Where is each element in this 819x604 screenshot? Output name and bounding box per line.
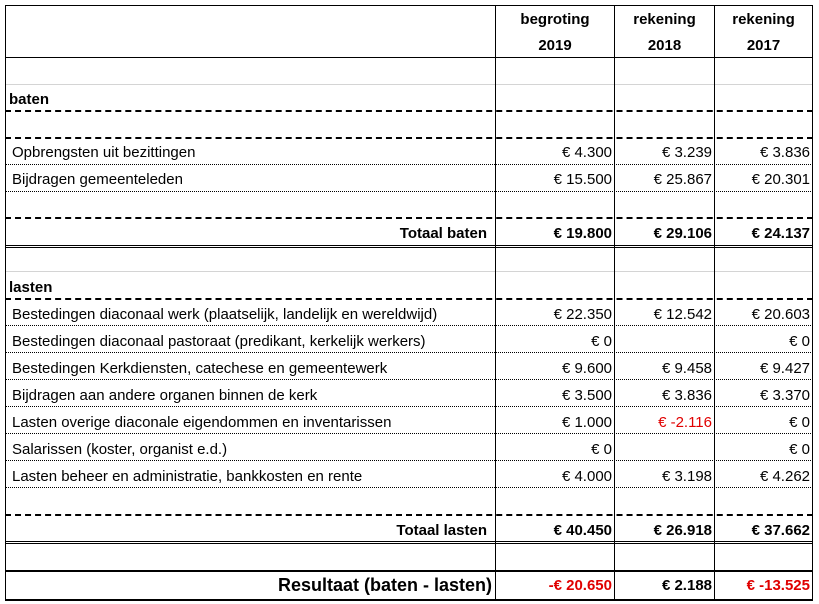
section-heading-baten: baten	[9, 91, 50, 108]
grid-line	[5, 406, 813, 407]
grid-line	[5, 271, 813, 272]
cell-2019: € 0	[591, 333, 612, 350]
grid-line	[5, 514, 813, 516]
grid-line	[5, 460, 813, 461]
header-col-2017-line1: rekening	[732, 11, 795, 28]
cell-2018: € 3.836	[661, 387, 712, 404]
grid-line	[5, 191, 813, 192]
grid-line	[5, 379, 813, 380]
cell-2017: € 20.603	[751, 306, 810, 323]
cell-2019: € 1.000	[561, 414, 612, 431]
cell-2018: € 9.458	[661, 360, 712, 377]
grid-line	[5, 137, 813, 139]
grid-line	[614, 5, 615, 601]
grid-line	[5, 84, 813, 85]
totaal-lasten-2017: € 37.662	[751, 522, 810, 539]
grid-line	[495, 5, 496, 601]
resultaat-label: Resultaat (baten - lasten)	[277, 575, 492, 595]
cell-2019: € 3.500	[561, 387, 612, 404]
resultaat-2017: € -13.525	[746, 577, 810, 594]
grid-line	[5, 487, 813, 488]
totaal-lasten-2019: € 40.450	[553, 522, 612, 539]
row-label: Bijdragen gemeenteleden	[12, 171, 183, 188]
cell-2017: € 3.836	[759, 144, 810, 161]
row-label: Bestedingen Kerkdiensten, catechese en gemeentewerk	[12, 360, 388, 377]
header-col-2018-line1: rekening	[633, 11, 696, 28]
grid-line	[5, 298, 813, 300]
totaal-baten-2019: € 19.800	[553, 225, 612, 242]
cell-2017: € 0	[789, 414, 810, 431]
header-col-2019-line2: 2019	[538, 37, 572, 54]
row-label: Lasten overige diaconale eigendommen en inventarissen	[12, 414, 392, 431]
cell-2018: € 12.542	[653, 306, 712, 323]
header-col-2017-line2: 2017	[746, 37, 781, 54]
cell-2018: € 25.867	[653, 171, 712, 188]
grid-line	[5, 599, 813, 601]
totaal-lasten-2018: € 26.918	[653, 522, 712, 539]
cell-2019: € 15.500	[553, 171, 612, 188]
cell-2018: € 3.198	[661, 468, 712, 485]
cell-2019: € 4.000	[561, 468, 612, 485]
resultaat-2018: € 2.188	[661, 577, 712, 594]
cell-2017: € 0	[789, 333, 810, 350]
totaal-baten-label: Totaal baten	[399, 225, 487, 242]
cell-2019: € 4.300	[561, 144, 612, 161]
grid-line	[5, 245, 813, 248]
cell-2017: € 3.370	[759, 387, 810, 404]
grid-line	[5, 164, 813, 165]
totaal-baten-2018: € 29.106	[653, 225, 712, 242]
grid-line	[5, 570, 813, 572]
grid-line	[5, 352, 813, 353]
header-col-2018-line2: 2018	[647, 37, 682, 54]
grid-line	[5, 217, 813, 219]
cell-2018-negative: € -2.116	[658, 414, 712, 431]
cell-2018: € 3.239	[661, 144, 712, 161]
cell-2019: € 22.350	[553, 306, 612, 323]
grid-line	[812, 5, 813, 601]
cell-2019: € 0	[591, 441, 612, 458]
resultaat-2019: -€ 20.650	[548, 577, 612, 594]
grid-line	[5, 57, 813, 58]
cell-2017: € 9.427	[759, 360, 810, 377]
grid-line	[5, 541, 813, 544]
row-label: Lasten beheer en administratie, bankkosten en rente	[12, 468, 363, 485]
totaal-lasten-label: Totaal lasten	[396, 522, 487, 539]
totaal-baten-2017: € 24.137	[751, 225, 810, 242]
grid-line	[5, 110, 813, 112]
grid-line	[714, 5, 715, 601]
header-col-2019-line1: begroting	[520, 11, 590, 28]
row-label: Bestedingen diaconaal pastoraat (predikant, kerkelijk werkers)	[12, 333, 426, 350]
grid-line	[5, 5, 813, 6]
cell-2017: € 0	[789, 441, 810, 458]
section-heading-lasten: lasten	[9, 279, 53, 296]
cell-2019: € 9.600	[561, 360, 612, 377]
row-label: Opbrengsten uit bezittingen	[12, 144, 196, 161]
row-label: Salarissen (koster, organist e.d.)	[12, 441, 228, 458]
row-label: Bijdragen aan andere organen binnen de kerk	[12, 387, 318, 404]
grid-line	[5, 433, 813, 434]
grid-line	[5, 5, 6, 601]
cell-2017: € 20.301	[751, 171, 810, 188]
grid-line	[5, 325, 813, 326]
row-label: Bestedingen diaconaal werk (plaatselijk, landelijk en wereldwijd)	[12, 306, 438, 323]
cell-2017: € 4.262	[759, 468, 810, 485]
